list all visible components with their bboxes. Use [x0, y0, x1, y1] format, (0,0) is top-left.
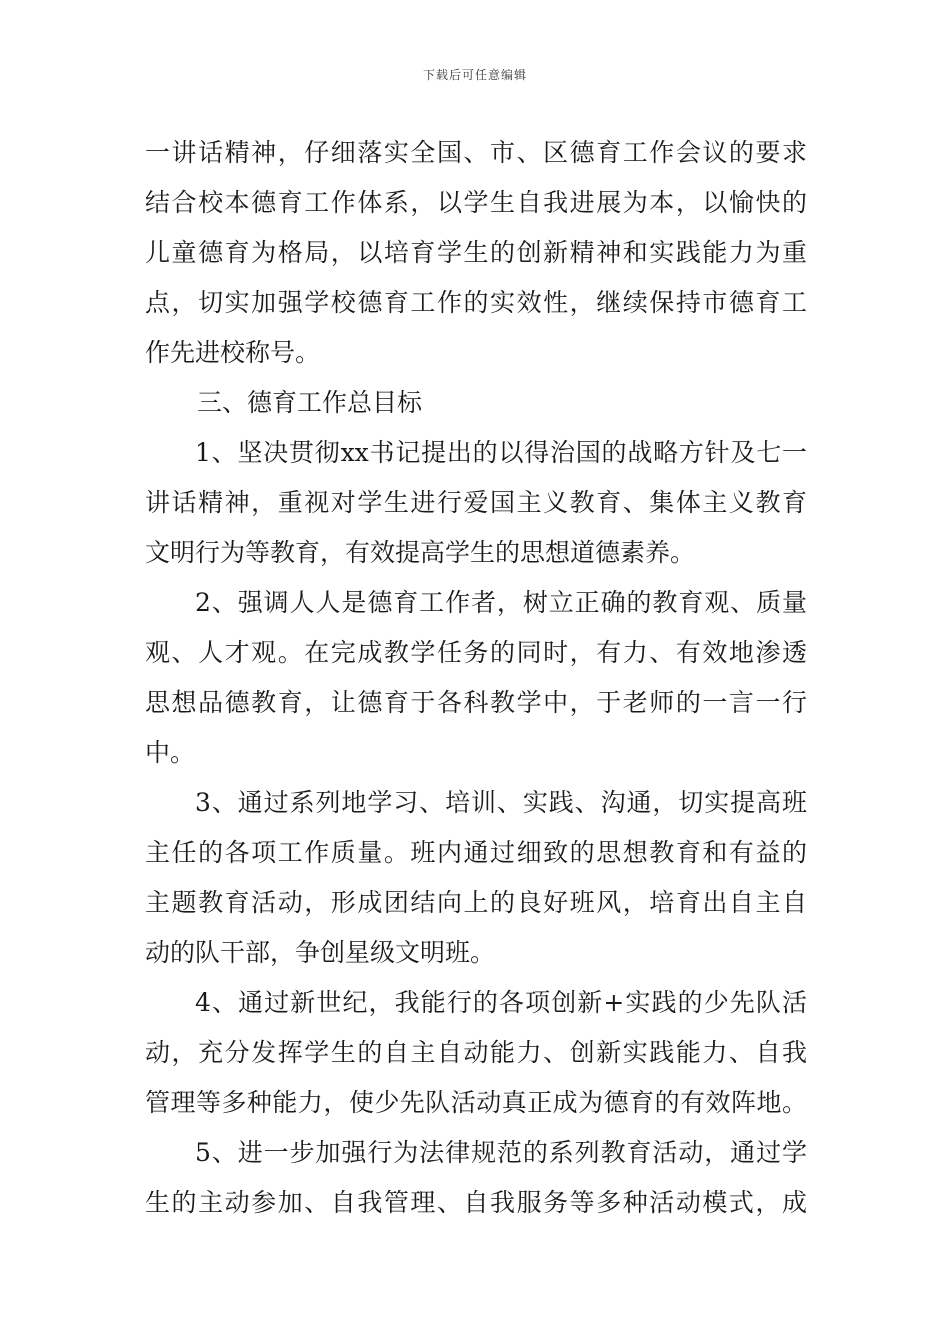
text-line: 观、人才观。在完成教学任务的同时，有力、有效地渗透	[145, 638, 807, 667]
document-body	[145, 128, 807, 1228]
text-line: 一讲话精神，仔细落实全国、市、区德育工作会议的要求	[145, 138, 807, 167]
text-line: 儿童德育为格局，以培育学生的创新精神和实践能力为重	[145, 238, 807, 267]
text-line: 中。	[145, 738, 196, 767]
text-line: 主题教育活动，形成团结向上的良好班风，培育出自主自	[145, 888, 807, 917]
section-heading: 三、德育工作总目标	[197, 388, 423, 417]
text-line: 生的主动参加、自我管理、自我服务等多种活动模式，成	[145, 1188, 807, 1217]
text-line: 4、通过新世纪，我能行的各项创新+实践的少先队活	[195, 988, 807, 1017]
text-line: 点，切实加强学校德育工作的实效性，继续保持市德育工	[145, 288, 807, 317]
text-line: 动，充分发挥学生的自主自动能力、创新实践能力、自我	[145, 1038, 807, 1067]
text-line: 2、强调人人是德育工作者，树立正确的教育观、质量	[195, 588, 807, 617]
text-line: 1、坚决贯彻xx书记提出的以得治国的战略方针及七一	[195, 438, 807, 467]
text-line: 动的队干部，争创星级文明班。	[145, 938, 496, 967]
text-line: 5、进一步加强行为法律规范的系列教育活动，通过学	[195, 1138, 807, 1167]
text-line: 主任的各项工作质量。班内通过细致的思想教育和有益的	[145, 838, 807, 867]
text-line: 管理等多种能力，使少先队活动真正成为德育的有效阵地。	[145, 1088, 807, 1117]
text-line: 文明行为等教育，有效提高学生的思想道德素养。	[145, 538, 696, 567]
text-line: 讲话精神，重视对学生进行爱国主义教育、集体主义教育	[145, 488, 807, 517]
text-line: 结合校本德育工作体系，以学生自我进展为本，以愉快的	[145, 188, 807, 217]
text-line: 3、通过系列地学习、培训、实践、沟通，切实提高班	[195, 788, 807, 817]
text-line: 思想品德教育，让德育于各科教学中，于老师的一言一行	[145, 688, 807, 717]
text-line: 作先进校称号。	[145, 338, 321, 367]
page-header-note: 下载后可任意编辑	[422, 68, 527, 82]
